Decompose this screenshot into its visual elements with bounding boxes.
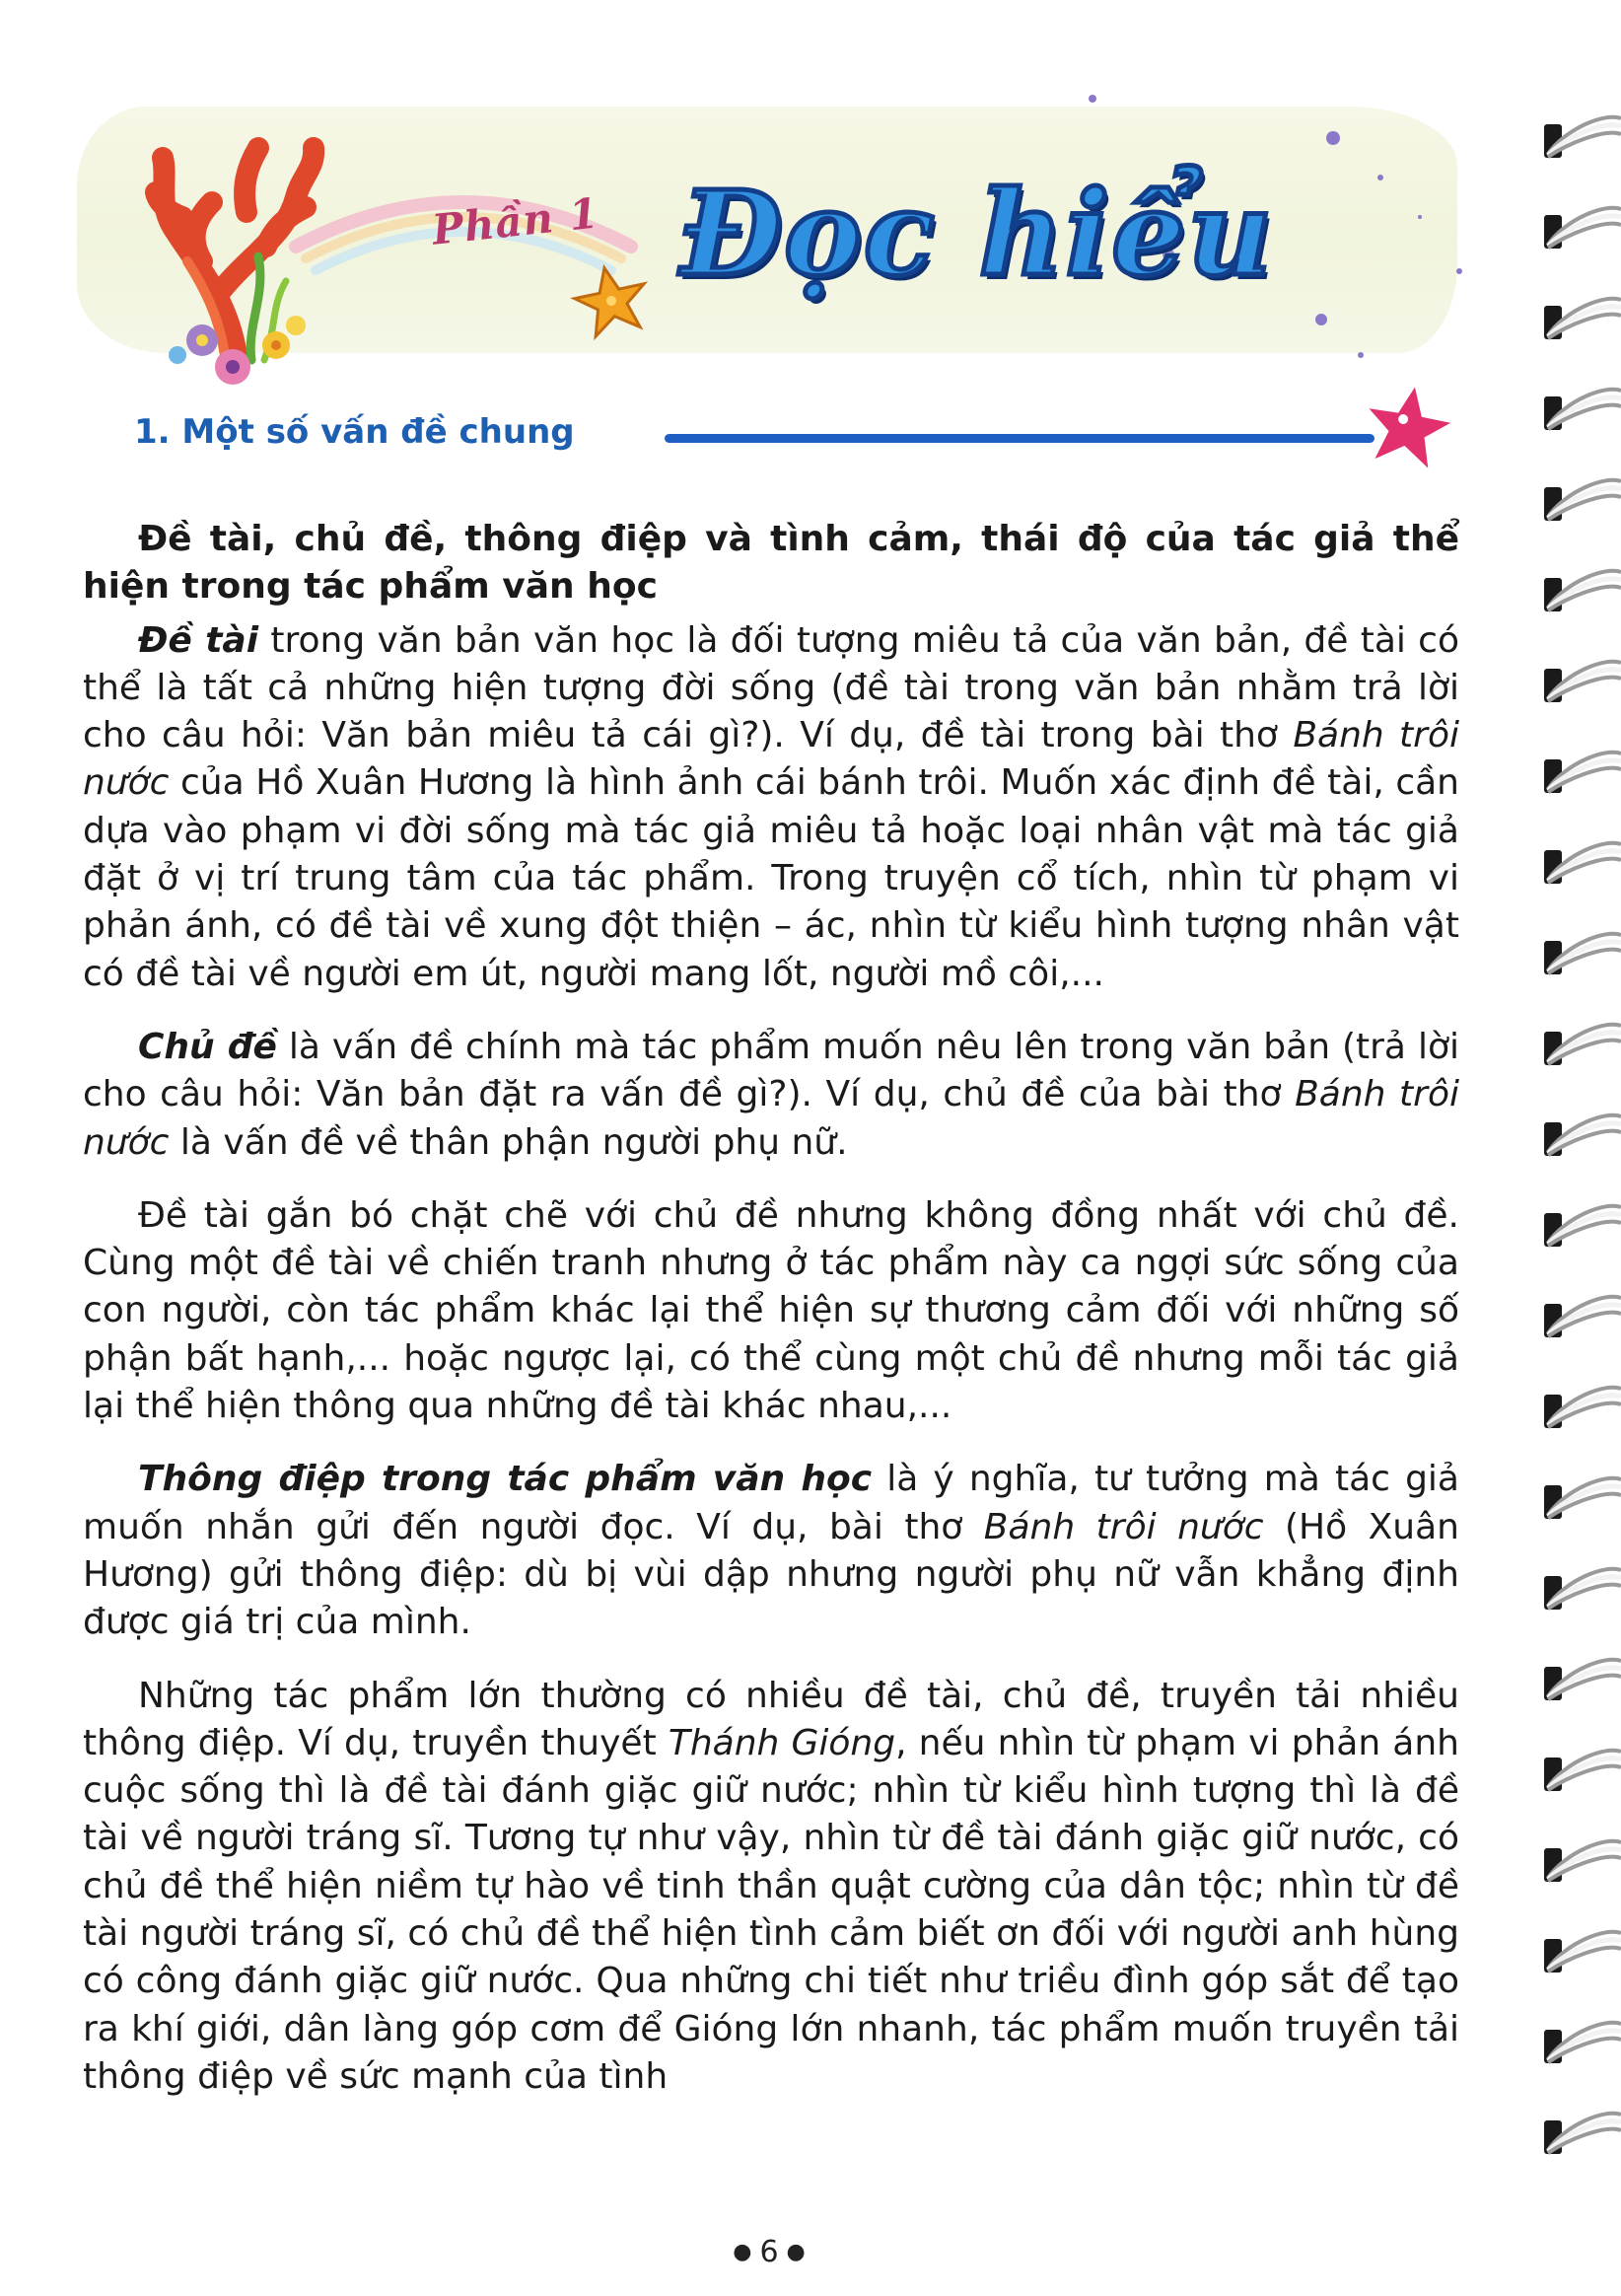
paragraph-text: (Hồ Xuân Hương) gửi thông điệp: dù bị vùi dập nhưng người phụ nữ vẫn khẳng định được giá trị của mình.	[83, 1506, 1459, 1643]
spiral-ring	[1544, 1388, 1621, 1428]
paragraph-example	[83, 1673, 1459, 2102]
work-title: Thánh Gióng	[668, 1722, 896, 1763]
spiral-ring	[1544, 2114, 1621, 2154]
content-heading: Đề tài, chủ đề, thông điệp và tình cảm, thái độ của tác giả thể hiện trong tác phẩm văn học	[83, 519, 1459, 608]
spiral-ring	[1544, 390, 1621, 430]
spiral-ring	[1544, 299, 1621, 339]
spiral-ring	[1544, 1206, 1621, 1247]
spiral-ring	[1544, 753, 1621, 793]
work-title: Bánh trôi nước	[83, 715, 1460, 804]
page-number: ● 6 ●	[733, 2235, 806, 2269]
term-de-tai: Đề tài	[138, 619, 259, 661]
spiral-ring	[1544, 2023, 1621, 2063]
coral-icon	[156, 148, 314, 385]
spiral-ring	[1544, 843, 1621, 884]
paragraph-chu-de	[83, 1024, 1459, 1167]
page-title: Đọc hiểu	[680, 165, 1275, 302]
main-content	[83, 516, 1459, 2126]
starfish-icon	[1356, 377, 1460, 474]
spiral-ring	[1544, 662, 1621, 702]
term-chu-de: Chủ đề	[138, 1026, 277, 1067]
spiral-ring	[1544, 1660, 1621, 1700]
work-title: Bánh trôi nước	[983, 1506, 1264, 1547]
spiral-binding-icon	[1526, 99, 1621, 2296]
paragraph-text: trong văn bản văn học là đối tượng miêu tả của văn bản, đề tài có thể là tất cả những hiện tượng đời sống (đề tài trong văn bản nhằm trả lời cho câu hỏi: Văn bản miêu tả cái gì?). Ví dụ, đề tài trong bài thơ	[83, 619, 1459, 756]
section-title: 1. Một số vấn đề chung	[134, 412, 575, 452]
page-number-value: 6	[759, 2235, 779, 2269]
spiral-ring	[1544, 1115, 1621, 1156]
spiral-ring	[1544, 571, 1621, 611]
spiral-ring	[1544, 480, 1621, 521]
paragraph-relation: Đề tài gắn bó chặt chẽ với chủ đề nhưng không đồng nhất với chủ đề. Cùng một đề tài về chiến tranh nhưng ở tác phẩm này ca ngợi sức sống của con người, còn tác phẩm khác lại thể hiện sự thương cảm đối với những số phận bất hạnh,... hoặc ngược lại, có thể cùng một chủ đề nhưng mỗi tác giả lại thể hiện thông qua những đề tài khác nhau,...	[83, 1194, 1459, 1427]
spiral-ring	[1544, 208, 1621, 249]
spiral-ring	[1544, 1932, 1621, 1973]
paragraph-text: Những tác phẩm lớn thường có nhiều đề tài, chủ đề, truyền tải nhiều thông điệp. Ví dụ, truyền thuyết	[83, 1675, 1459, 1763]
paragraph-text: là vấn đề về thân phận người phụ nữ.	[169, 1121, 848, 1163]
paragraph-text: của Hồ Xuân Hương là hình ảnh cái bánh trôi. Muốn xác định đề tài, cần dựa vào phạm vi đời sống mà tác giả miêu tả hoặc loại nhân vật mà tác giả đặt ở vị trí trung tâm của tác phẩm. Trong truyện cổ tích, nhìn từ phạm vi phản ánh, có đề tài về xung đột thiện – ác, nhìn từ kiểu hình tượng nhân vật có đề tài về người em út, người mang lốt, người mồ côi,...	[83, 762, 1459, 994]
spiral-ring	[1544, 117, 1621, 158]
paragraph-text: , nếu nhìn từ phạm vi phản ánh cuộc sống thì là đề tài đánh giặc giữ nước; nhìn từ kiểu hình tượng thì là đề tài về người tráng sĩ. Tương tự như vậy, nhìn từ đề tài đánh giặc giữ nước, có chủ đề thể hiện niềm tự hào về tinh thần quật cường của dân tộc; nhìn từ đề tài người tráng sĩ, có chủ đề thể hiện tình cảm biết ơn đối với người anh hùng có công đánh giặc giữ nước. Qua những chi tiết như triều đình góp sắt để tạo ra khí giới, dân làng góp cơm để Gióng lớn nhanh, tác phẩm muốn truyền tải thông điệp về sức mạnh của tình	[83, 1722, 1459, 2097]
paragraph-text: là vấn đề chính mà tác phẩm muốn nêu lên trong văn bản (trả lời cho câu hỏi: Văn bản đặt ra vấn đề gì?). Ví dụ, chủ đề của bài thơ	[83, 1026, 1459, 1115]
spiral-ring	[1544, 1751, 1621, 1791]
spiral-ring	[1544, 1841, 1621, 1882]
paragraph-thong-diep	[83, 1456, 1459, 1646]
spiral-ring	[1544, 1025, 1621, 1065]
section-divider	[661, 377, 1469, 485]
paragraph-text: là ý nghĩa, tư tưởng mà tác giả muốn nhắn gửi đến người đọc. Ví dụ, bài thơ	[83, 1459, 1459, 1547]
spiral-ring	[1544, 1569, 1621, 1610]
spiral-ring	[1544, 1478, 1621, 1519]
work-title: Bánh trôi nước	[83, 1074, 1459, 1163]
spiral-ring	[1544, 1297, 1621, 1337]
spiral-ring	[1544, 934, 1621, 974]
term-thong-diep: Thông điệp trong tác phẩm văn học	[138, 1459, 873, 1500]
part-label: Phần 1	[429, 188, 601, 254]
paragraph-de-tai	[83, 617, 1459, 998]
